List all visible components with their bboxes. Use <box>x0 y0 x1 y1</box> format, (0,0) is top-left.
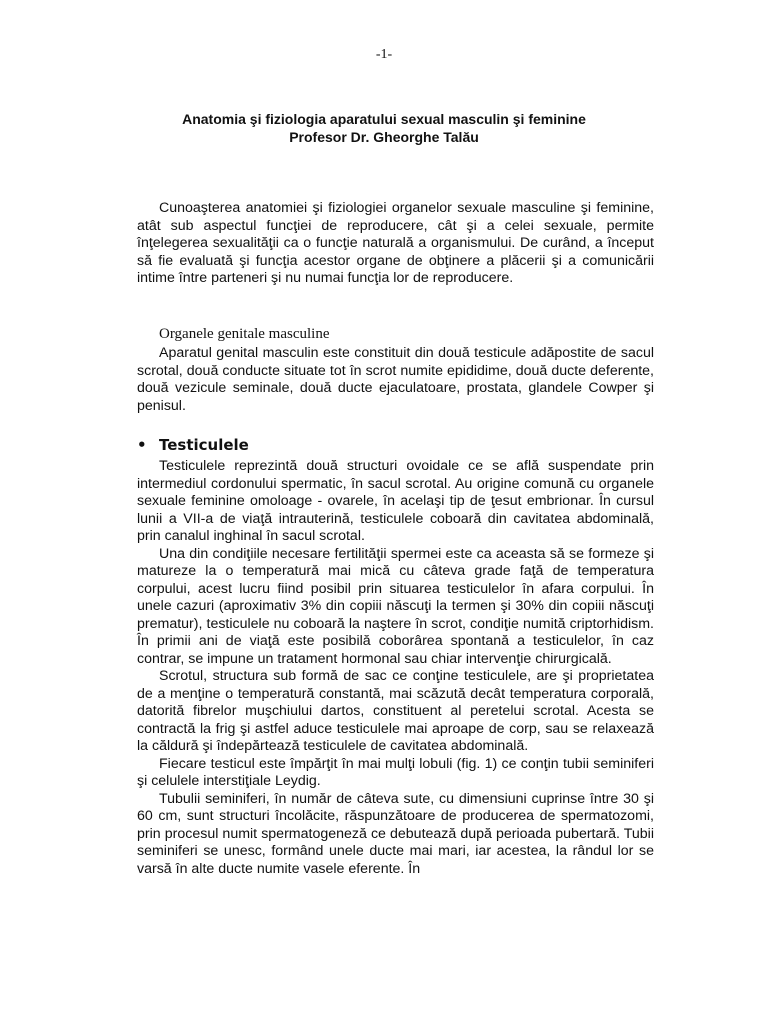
testicule-paragraph: Tubulii seminiferi, în număr de câteva sute, cu dimensiuni cuprinse între 30 şi 60 cm, sunt structuri încolăcite, răspunzătoare de producerea de spermatozomi, prin procesul numit spermatogeneză ce debutează după perioada pubertară. Tubii seminiferi se unesc, formând unele ducte mai mari, iar acestea, la rândul lor se varsă în alte ducte numite vasele eferente. În <box>137 790 654 877</box>
masculine-paragraph: Aparatul genital masculin este constituit din două testicule adăpostite de sacul scrotal, două conducte situate tot în scrot numite epididime, două ducte deferente, două vezicule seminale, două ducte ejaculatoare, prostata, glandele Cowper şi penisul. <box>137 345 654 414</box>
intro-section <box>137 200 654 288</box>
page-number: -1- <box>375 47 393 62</box>
author-line: Profesor Dr. Gheorghe Talău <box>289 129 479 145</box>
document-title <box>100 110 668 146</box>
testicule-paragraph: Fiecare testicul este împărţit în mai mulţi lobuli (fig. 1) ce conţin tubii seminiferi şi celulele interstiţiale Leydig. <box>137 755 654 789</box>
testicule-paragraph: Una din condiţiile necesare fertilităţii spermei este ca aceasta să se formeze şi matureze la o temperatură mai mică cu câteva grade faţă de temperatura corpului, acest lucru fiind posibil prin situarea testiculelor în afara corpului. În unele cazuri (aproximativ 3% din copiii născuţi la termen şi 30% din copiii născuţi prematur), testiculele nu coboară la naştere în scrot, condiţie numită criptorhidism. În primii ani de viaţă este posibilă coborârea spontană a testiculelor, în caz contrar, se impune un tratament hormonal sau chiar intervenţie chirurgicală. <box>137 545 654 667</box>
intro-paragraph: Cunoaşterea anatomiei şi fiziologiei organelor sexuale masculine şi feminine, atât sub aspectul funcţiei de reproducere, cât şi a celei sexuale, permite înţelegerea sexualităţii ca o funcţie naturală a organismului. De curând, a început să fie evaluată şi funcţia acestor organe de obţinere a plăcerii şi a comunicării intime între parteneri şi nu numai funcţia lor de reproducere. <box>137 200 654 286</box>
section-heading-testicule <box>137 435 249 455</box>
title-line: Anatomia şi fiziologia aparatului sexual masculin şi feminine <box>182 111 586 127</box>
testicule-paragraph: Testiculele reprezintă două structuri ovoidale ce se află suspendate prin intermediul cordonului spermatic, în sacul scrotal. Au origine comună cu organele sexuale feminine omoloage - ovarele, în acelaşi tip de ţesut embrionar. În cursul lunii a VII-a de viaţă intrauterină, testiculele coboară din cavitatea abdominală, prin canalul inghinal în sacul scrotal. <box>137 458 654 544</box>
testicule-section <box>137 458 654 878</box>
testicule-paragraph: Scrotul, structura sub formă de sac ce conţine testiculele, are şi proprietatea de a menţine o temperatură constantă, mai scăzută decât temperatura corporală, datorită fibrelor muşchiului dartos, constituent al peretelui scrotal. Acesta se contractă la frig şi astfel aduce testiculele mai aproape de corp, sau se relaxează la căldură şi îndepărtează testiculele de cavitatea abdominală. <box>137 668 654 754</box>
bullet-icon: • <box>137 436 147 454</box>
section-heading-masculine: Organele genitale masculine <box>159 326 330 342</box>
section-heading-label: Testiculele <box>159 436 249 454</box>
masculine-section <box>137 345 654 415</box>
